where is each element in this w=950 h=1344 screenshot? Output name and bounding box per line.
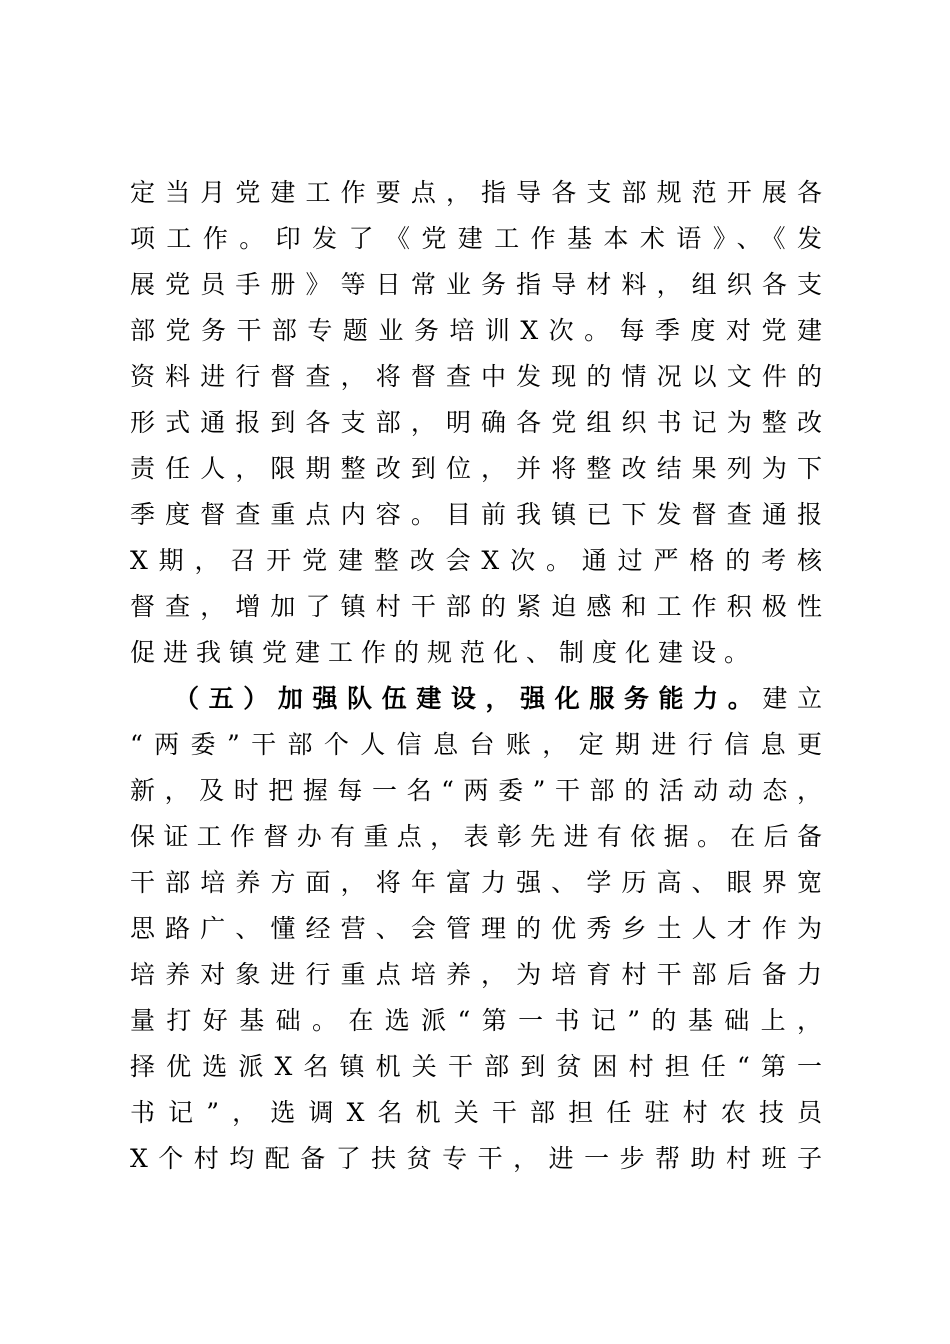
text-line: X期，召开党建整改会X次。通过严格的考核 (130, 546, 822, 575)
text-line: 季度督查重点内容。目前我镇已下发督查通报 (130, 500, 822, 529)
text-line: 思路广、懂经营、会管理的优秀乡土人才作为 (130, 914, 822, 943)
text-line: “两委”干部个人信息台账，定期进行信息更 (130, 730, 822, 759)
text-line: 干部培养方面，将年富力强、学历高、眼界宽 (130, 868, 822, 897)
text-line: 督查，增加了镇村干部的紧迫感和工作积极性 (130, 592, 822, 621)
text-line: X个村均配备了扶贫专干，进一步帮助村班子 (130, 1144, 822, 1173)
section-heading-line (130, 676, 822, 722)
text-line: 项工作。印发了《党建工作基本术语》、《发 (130, 224, 822, 253)
document-body (130, 170, 822, 1182)
text-line: 形式通报到各支部，明确各党组织书记为整改 (130, 408, 822, 437)
text-line: 培养对象进行重点培养，为培育村干部后备力 (130, 960, 822, 989)
section-heading: （五）加强队伍建设，强化服务能力。 (174, 684, 763, 713)
text-line: 择优选派X名镇机关干部到贫困村担任“第一 (130, 1052, 822, 1081)
text-line: 展党员手册》等日常业务指导材料，组织各支 (130, 270, 822, 299)
text-line: 保证工作督办有重点，表彰先进有依据。在后备 (130, 822, 822, 851)
text-line: 量打好基础。在选派“第一书记”的基础上， (130, 1006, 822, 1035)
text-line: 资料进行督查，将督查中发现的情况以文件的 (130, 362, 822, 391)
text-line: 书记”，选调X名机关干部担任驻村农技员 (130, 1098, 822, 1127)
text-line: 定当月党建工作要点，指导各支部规范开展各 (130, 178, 822, 207)
text-line: 促进我镇党建工作的规范化、制度化建设。 (130, 638, 758, 667)
text-line: 新，及时把握每一名“两委”干部的活动动态， (130, 776, 822, 805)
text-line: 责任人，限期整改到位，并将整改结果列为下 (130, 454, 822, 483)
text-line: 部党务干部专题业务培训X次。每季度对党建 (130, 316, 822, 345)
text-span: 建立 (762, 684, 822, 713)
